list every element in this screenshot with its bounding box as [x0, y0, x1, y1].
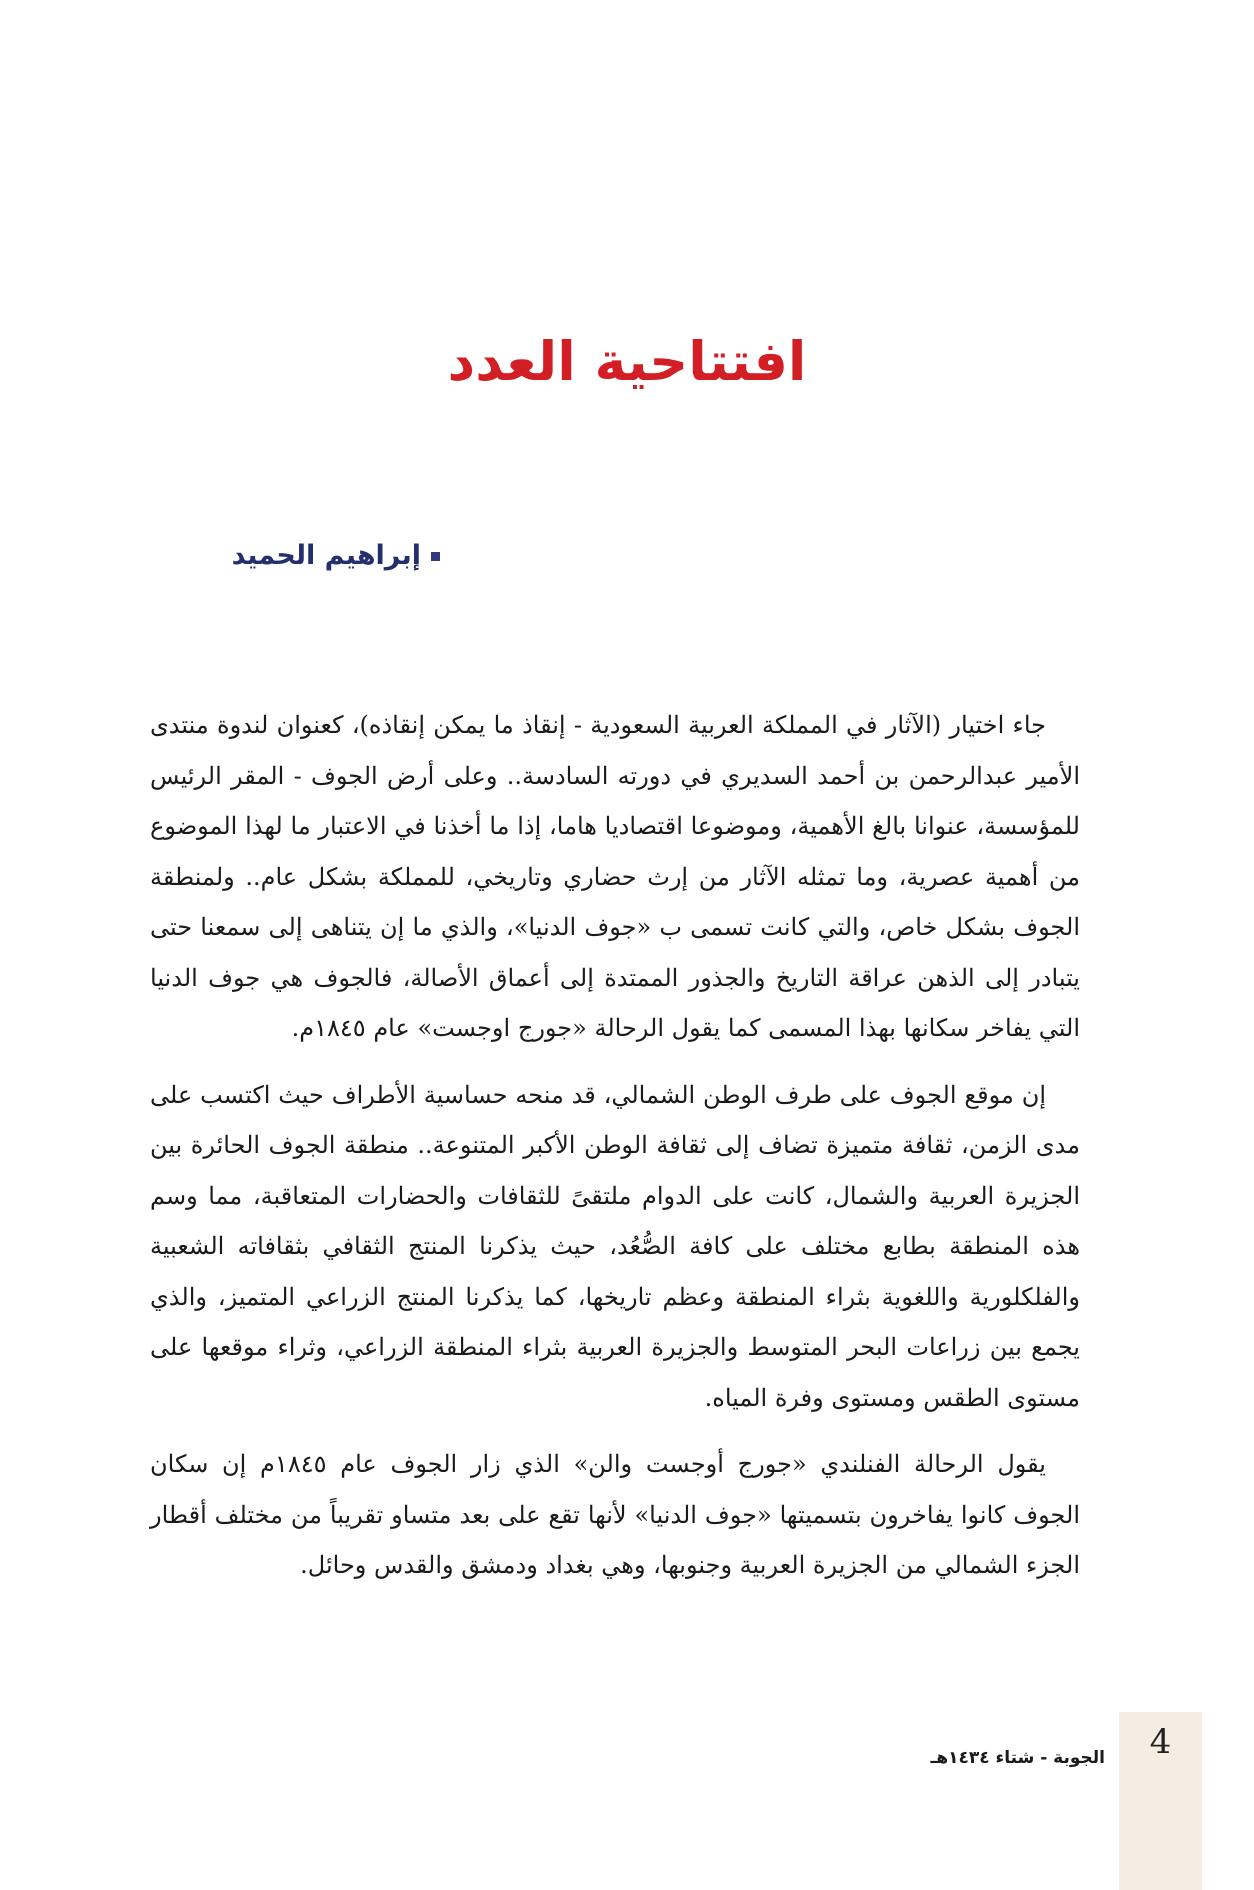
page-number: 4: [1149, 1722, 1172, 1762]
author-name: إبراهيم الحميد: [231, 540, 421, 571]
paragraph-1: جاء اختيار (الآثار في المملكة العربية السعودية - إنقاذ ما يمكن إنقاذه)، كعنوان لندوة منتدى الأمير عبدالرحمن بن أحمد السديري في دورته السادسة.. وعلى أرض الجوف - المقر الرئيس للمؤسسة، عنوانا بالغ الأهمية، وموضوعا اقتصاديا هاما، إذا ما أخذنا في الاعتبار ما لهذا الموضوع من أهمية عصرية، وما تمثله الآثار من إرث حضاري وتاريخي، للمملكة بشكل عام.. ولمنطقة الجوف بشكل خاص، والتي كانت تسمى ب «جوف الدنيا»، والذي ما إن يتناهى إلى سمعنا حتى يتبادر إلى الذهن عراقة التاريخ والجذور الممتدة إلى أعماق الأصالة، فالجوف هي جوف الدنيا التي يفاخر سكانها بهذا المسمى كما يقول الرحالة «جورج اوجست» عام ١٨٤٥م.: [150, 711, 1081, 1042]
article-body: [150, 700, 1080, 1607]
issue-label: الجوبة - شتاء ١٤٣٤هـ: [930, 1748, 1105, 1768]
author-byline: [220, 540, 440, 571]
paragraph-3: يقول الرحالة الفنلندي «جورج أوجست والن» الذي زار الجوف عام ١٨٤٥م إن سكان الجوف كانوا يفاخرون بتسميتها «جوف الدنيا» لأنها تقع على بعد متساو تقريباً من مختلف أقطار الجزء الشمالي من الجزيرة العربية وجنوبها، وهي بغداد ودمشق والقدس وحائل.: [150, 1450, 1080, 1579]
square-bullet-icon: [431, 552, 440, 561]
page-title: افتتاحية العدد: [447, 330, 807, 393]
paragraph-2: إن موقع الجوف على طرف الوطن الشمالي، قد منحه حساسية الأطراف حيث اكتسب على مدى الزمن، ثقافة متميزة تضاف إلى ثقافة الوطن الأكبر المتنوعة.. منطقة الجوف الحائرة بين الجزيرة العربية والشمال، كانت على الدوام ملتقىً للثقافات والحضارات المتعاقبة، مما وسم هذه المنطقة بطابع مختلف على كافة الصُّعُد، حيث يذكرنا المنتج الثقافي بثقافاته الشعبية والفلكلورية واللغوية بثراء المنطقة وعظم تاريخها، كما يذكرنا المنتج الزراعي المتميز، والذي يجمع بين زراعات البحر المتوسط والجزيرة العربية بثراء المنطقة الزراعي، وثراء موقعها على مستوى الطقس ومستوى وفرة المياه.: [150, 1080, 1080, 1412]
